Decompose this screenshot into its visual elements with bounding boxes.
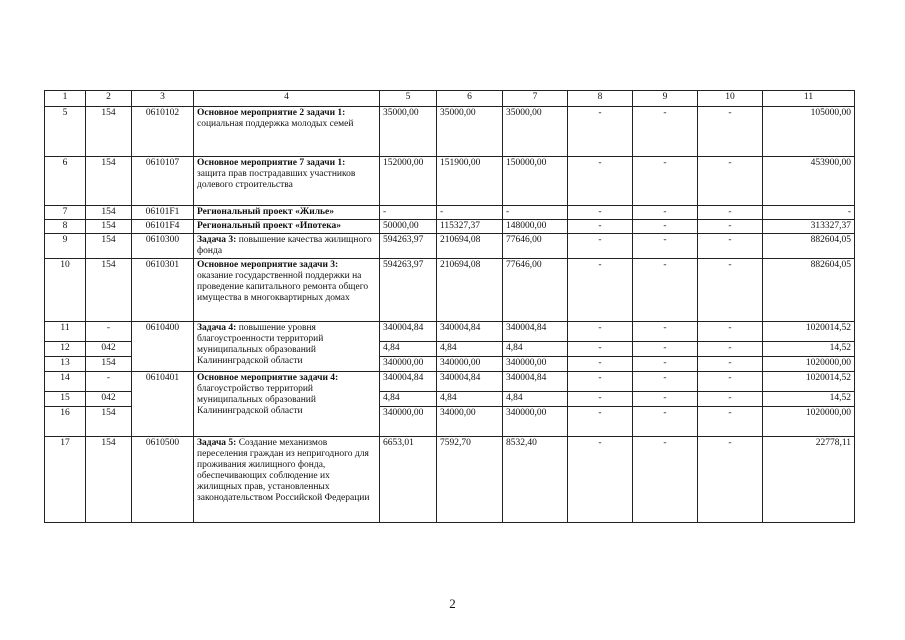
header-cell: 7 xyxy=(503,91,568,107)
description-text: повышение качества жилищного фонда xyxy=(197,235,372,256)
cell-col5: 594263,97 xyxy=(380,259,437,322)
description-bold: Региональный проект «Ипотека» xyxy=(197,221,342,231)
cell-col5: - xyxy=(380,206,437,220)
cell-col9: - xyxy=(633,392,698,407)
cell-col9: - xyxy=(633,407,698,437)
cell-code: 042 xyxy=(86,342,132,357)
cell-col10: - xyxy=(698,392,763,407)
cell-col8: - xyxy=(568,407,633,437)
table-row xyxy=(45,372,855,392)
cell-col5: 594263,97 xyxy=(380,234,437,259)
header-cell: 5 xyxy=(380,91,437,107)
cell-kcsr: 0610500 xyxy=(132,437,194,523)
cell-col10: - xyxy=(698,322,763,342)
cell-col8: - xyxy=(568,437,633,523)
cell-col8: - xyxy=(568,372,633,392)
cell-kcsr: 0610300 xyxy=(132,234,194,259)
description-bold: Основное мероприятие 2 задачи 1: xyxy=(197,108,346,118)
cell-kcsr: 0610401 xyxy=(132,372,194,437)
description-text: социальная поддержка молодых семей xyxy=(197,119,354,129)
cell-col6: 210694,08 xyxy=(437,234,503,259)
header-cell: 9 xyxy=(633,91,698,107)
cell-code: 154 xyxy=(86,407,132,437)
cell-code: 154 xyxy=(86,234,132,259)
cell-col10: - xyxy=(698,357,763,372)
cell-col5: 340000,00 xyxy=(380,357,437,372)
cell-col10: - xyxy=(698,407,763,437)
program-funding-table xyxy=(44,90,855,523)
cell-col6: 151900,00 xyxy=(437,157,503,206)
cell-col9: - xyxy=(633,357,698,372)
cell-col8: - xyxy=(568,206,633,220)
cell-no: 13 xyxy=(45,357,86,372)
cell-col10: - xyxy=(698,107,763,157)
cell-col8: - xyxy=(568,107,633,157)
description-bold: Задача 3: xyxy=(197,235,237,245)
table-row xyxy=(45,206,855,220)
cell-col5: 4,84 xyxy=(380,392,437,407)
cell-col8: - xyxy=(568,342,633,357)
table-row xyxy=(45,259,855,322)
cell-col7: 35000,00 xyxy=(503,107,568,157)
cell-kcsr: 06101F4 xyxy=(132,220,194,234)
cell-col8: - xyxy=(568,392,633,407)
cell-no: 9 xyxy=(45,234,86,259)
cell-col5: 340000,00 xyxy=(380,407,437,437)
cell-col10: - xyxy=(698,342,763,357)
cell-code: - xyxy=(86,322,132,342)
table-row xyxy=(45,437,855,523)
cell-col7: 340000,00 xyxy=(503,357,568,372)
description-text: защита прав пострадавших участников долевого строительства xyxy=(197,169,356,190)
description-cell xyxy=(194,259,380,322)
cell-col9: - xyxy=(633,437,698,523)
cell-col9: - xyxy=(633,372,698,392)
cell-col8: - xyxy=(568,234,633,259)
description-cell xyxy=(194,206,380,220)
cell-col11: - xyxy=(763,206,855,220)
cell-col11: 1020014,52 xyxy=(763,372,855,392)
description-cell xyxy=(194,107,380,157)
cell-col6: 340004,84 xyxy=(437,322,503,342)
cell-code: 154 xyxy=(86,206,132,220)
cell-code: 154 xyxy=(86,220,132,234)
cell-no: 11 xyxy=(45,322,86,342)
cell-kcsr: 0610107 xyxy=(132,157,194,206)
cell-col11: 105000,00 xyxy=(763,107,855,157)
cell-kcsr: 06101F1 xyxy=(132,206,194,220)
header-cell: 2 xyxy=(86,91,132,107)
description-text: повышение уровня благоустроенности территорий муниципальных образований Калининградской области xyxy=(197,323,324,366)
cell-col6: - xyxy=(437,206,503,220)
description-bold: Задача 5: xyxy=(197,438,237,448)
description-text: оказание государственной поддержки на проведение капитального ремонта общего имущества в многоквартирных домах xyxy=(197,271,369,303)
cell-kcsr: 0610301 xyxy=(132,259,194,322)
table-row xyxy=(45,322,855,342)
cell-col11: 313327,37 xyxy=(763,220,855,234)
cell-col5: 6653,01 xyxy=(380,437,437,523)
cell-col7: 4,84 xyxy=(503,392,568,407)
cell-col11: 882604,05 xyxy=(763,259,855,322)
description-text: благоустройство территорий муниципальных образований Калининградской области xyxy=(197,384,316,416)
cell-col6: 4,84 xyxy=(437,392,503,407)
cell-col5: 4,84 xyxy=(380,342,437,357)
header-cell: 8 xyxy=(568,91,633,107)
table-row xyxy=(45,234,855,259)
description-cell xyxy=(194,372,380,437)
cell-col7: 4,84 xyxy=(503,342,568,357)
cell-col8: - xyxy=(568,220,633,234)
cell-col6: 35000,00 xyxy=(437,107,503,157)
cell-no: 10 xyxy=(45,259,86,322)
header-cell: 3 xyxy=(132,91,194,107)
cell-no: 5 xyxy=(45,107,86,157)
cell-col8: - xyxy=(568,259,633,322)
cell-code: 154 xyxy=(86,357,132,372)
cell-no: 6 xyxy=(45,157,86,206)
description-bold: Основное мероприятие задачи 4: xyxy=(197,373,339,383)
description-bold: Региональный проект «Жилье» xyxy=(197,207,335,217)
table-row xyxy=(45,220,855,234)
cell-col6: 4,84 xyxy=(437,342,503,357)
cell-col11: 14,52 xyxy=(763,342,855,357)
cell-col7: - xyxy=(503,206,568,220)
cell-code: 154 xyxy=(86,437,132,523)
header-cell: 4 xyxy=(194,91,380,107)
cell-col11: 1020000,00 xyxy=(763,357,855,372)
cell-col10: - xyxy=(698,234,763,259)
cell-no: 8 xyxy=(45,220,86,234)
header-cell: 10 xyxy=(698,91,763,107)
cell-col7: 77646,00 xyxy=(503,259,568,322)
cell-col6: 115327,37 xyxy=(437,220,503,234)
cell-col5: 50000,00 xyxy=(380,220,437,234)
cell-col9: - xyxy=(633,322,698,342)
header-cell: 11 xyxy=(763,91,855,107)
cell-col7: 340000,00 xyxy=(503,407,568,437)
cell-col9: - xyxy=(633,157,698,206)
cell-col10: - xyxy=(698,157,763,206)
cell-col11: 14,52 xyxy=(763,392,855,407)
cell-col6: 340004,84 xyxy=(437,372,503,392)
cell-col10: - xyxy=(698,206,763,220)
cell-no: 7 xyxy=(45,206,86,220)
cell-col7: 340004,84 xyxy=(503,322,568,342)
cell-col9: - xyxy=(633,220,698,234)
cell-no: 17 xyxy=(45,437,86,523)
cell-col8: - xyxy=(568,357,633,372)
page-number: 2 xyxy=(449,596,456,611)
cell-col10: - xyxy=(698,372,763,392)
cell-col10: - xyxy=(698,220,763,234)
cell-no: 16 xyxy=(45,407,86,437)
cell-col8: - xyxy=(568,322,633,342)
table-row xyxy=(45,157,855,206)
cell-col7: 8532,40 xyxy=(503,437,568,523)
table-row xyxy=(45,107,855,157)
cell-col5: 35000,00 xyxy=(380,107,437,157)
cell-col6: 210694,08 xyxy=(437,259,503,322)
cell-code: 154 xyxy=(86,259,132,322)
cell-col11: 1020000,00 xyxy=(763,407,855,437)
cell-col7: 150000,00 xyxy=(503,157,568,206)
description-bold: Задача 4: xyxy=(197,323,237,333)
cell-col6: 7592,70 xyxy=(437,437,503,523)
description-cell xyxy=(194,220,380,234)
cell-col11: 453900,00 xyxy=(763,157,855,206)
description-text: Создание механизмов переселения граждан из непригодного для проживания жилищного фонда, обеспечивающих соблюдение их жилищных прав, установленных законодательством Российской Федерации xyxy=(197,438,370,503)
header-row xyxy=(45,91,855,107)
cell-col9: - xyxy=(633,259,698,322)
cell-col8: - xyxy=(568,157,633,206)
cell-col6: 34000,00 xyxy=(437,407,503,437)
cell-kcsr: 0610102 xyxy=(132,107,194,157)
cell-col6: 340000,00 xyxy=(437,357,503,372)
cell-col5: 340004,84 xyxy=(380,322,437,342)
cell-col9: - xyxy=(633,107,698,157)
cell-col9: - xyxy=(633,234,698,259)
cell-code: - xyxy=(86,372,132,392)
cell-col7: 148000,00 xyxy=(503,220,568,234)
cell-col10: - xyxy=(698,259,763,322)
cell-no: 12 xyxy=(45,342,86,357)
description-cell xyxy=(194,157,380,206)
cell-col7: 77646,00 xyxy=(503,234,568,259)
cell-kcsr: 0610400 xyxy=(132,322,194,372)
cell-col11: 22778,11 xyxy=(763,437,855,523)
cell-no: 14 xyxy=(45,372,86,392)
description-cell xyxy=(194,437,380,523)
cell-col11: 1020014,52 xyxy=(763,322,855,342)
description-cell xyxy=(194,322,380,372)
cell-no: 15 xyxy=(45,392,86,407)
description-bold: Основное мероприятие задачи 3: xyxy=(197,260,339,270)
cell-col9: - xyxy=(633,342,698,357)
header-cell: 1 xyxy=(45,91,86,107)
cell-code: 042 xyxy=(86,392,132,407)
cell-col5: 152000,00 xyxy=(380,157,437,206)
description-bold: Основное мероприятие 7 задачи 1: xyxy=(197,158,346,168)
cell-col9: - xyxy=(633,206,698,220)
cell-col7: 340004,84 xyxy=(503,372,568,392)
header-cell: 6 xyxy=(437,91,503,107)
cell-code: 154 xyxy=(86,107,132,157)
cell-code: 154 xyxy=(86,157,132,206)
description-cell xyxy=(194,234,380,259)
cell-col5: 340004,84 xyxy=(380,372,437,392)
cell-col10: - xyxy=(698,437,763,523)
cell-col11: 882604,05 xyxy=(763,234,855,259)
